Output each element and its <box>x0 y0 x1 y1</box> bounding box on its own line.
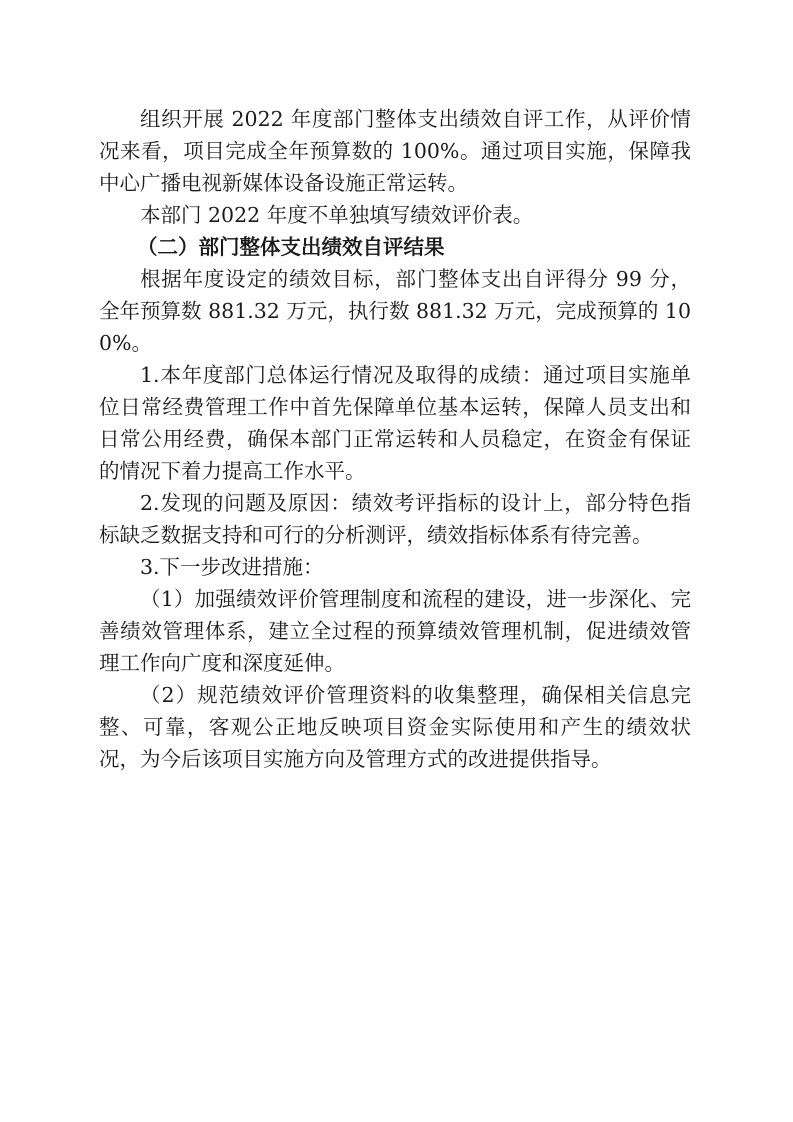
paragraph-operation-achievements: 1.本年度部门总体运行情况及取得的成绩：通过项目实施单位日常经费管理工作中首先保障单位基本运转，保障人员支出和日常公用经费，确保本部门正常运转和人员稳定，在资金有保证的情况下着力提高工作水平。 <box>99 363 691 483</box>
paragraph-problems-causes: 2.发现的问题及原因：绩效考评指标的设计上，部分特色指标缺乏数据支持和可行的分析测评，绩效指标体系有待完善。 <box>99 491 691 547</box>
paragraph-evaluation-overview: 组织开展 2022 年度部门整体支出绩效自评工作，从评价情况来看，项目完成全年预算数的 100%。通过项目实施，保障我中心广播电视新媒体设备设施正常运转。 <box>99 107 691 195</box>
paragraph-evaluation-form-note: 本部门 2022 年度不单独填写绩效评价表。 <box>140 203 534 227</box>
section-heading-self-evaluation-results: （二）部门整体支出绩效自评结果 <box>137 235 445 259</box>
paragraph-improvement-item-1: （1）加强绩效评价管理制度和流程的建设，进一步深化、完善绩效管理体系，建立全过程的预算绩效管理机制，促进绩效管理工作向广度和深度延伸。 <box>99 587 691 675</box>
paragraph-score-and-budget: 根据年度设定的绩效目标，部门整体支出自评得分 99 分，全年预算数 881.32 万元，执行数 881.32 万元，完成预算的 100%。 <box>99 267 691 355</box>
paragraph-improvement-item-2: （2）规范绩效评价管理资料的收集整理，确保相关信息完整、可靠，客观公正地反映项目资金实际使用和产生的绩效状况，为今后该项目实施方向及管理方式的改进提供指导。 <box>99 683 691 771</box>
paragraph-improvement-heading: 3.下一步改进措施： <box>140 555 324 579</box>
document-body <box>99 103 691 775</box>
